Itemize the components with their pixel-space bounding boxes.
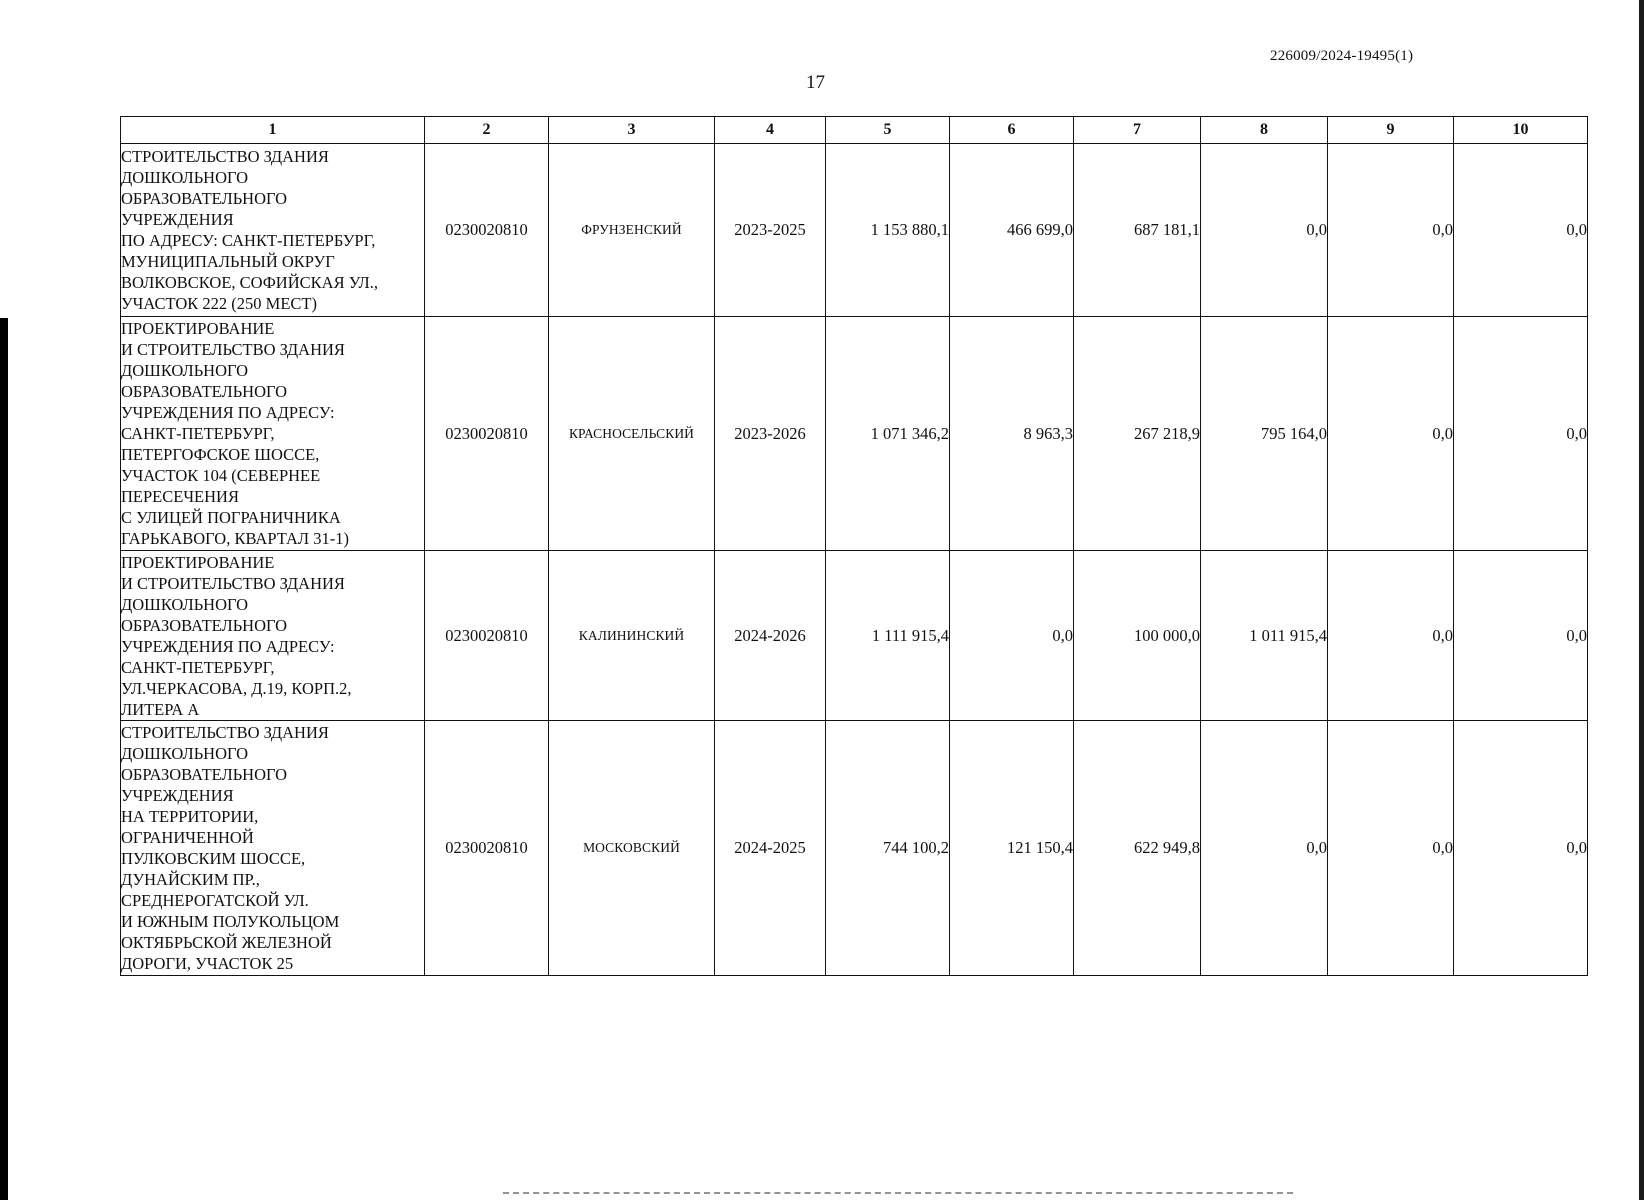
table-row [121, 144, 1588, 317]
district-cell: КАЛИНИНСКИЙ [549, 551, 715, 721]
column-header: 5 [826, 117, 950, 144]
value-cell-5: 1 153 880,1 [826, 144, 950, 317]
column-header: 7 [1074, 117, 1201, 144]
value-cell-7: 622 949,8 [1074, 721, 1201, 976]
object-name-cell: ПРОЕКТИРОВАНИЕ И СТРОИТЕЛЬСТВО ЗДАНИЯ ДОШКОЛЬНОГО ОБРАЗОВАТЕЛЬНОГО УЧРЕЖДЕНИЯ ПО АДРЕСУ: САНКТ-ПЕТЕРБУРГ, ПЕТЕРГОФСКОЕ ШОССЕ, УЧАСТОК 104 (СЕВЕРНЕЕ ПЕРЕСЕЧЕНИЯ С УЛИЦЕЙ ПОГРАНИЧНИКА ГАРЬКАВОГО, КВАРТАЛ 31-1) [121, 317, 425, 551]
table-row [121, 317, 1588, 551]
code-cell: 0230020810 [425, 144, 549, 317]
period-cell: 2023-2026 [715, 317, 826, 551]
period-cell: 2024-2025 [715, 721, 826, 976]
value-cell-5: 744 100,2 [826, 721, 950, 976]
value-cell-8: 0,0 [1201, 721, 1328, 976]
value-cell-6: 121 150,4 [950, 721, 1074, 976]
footer-scan-artifact [503, 1192, 1293, 1197]
table-row [121, 721, 1588, 976]
value-cell-10: 0,0 [1454, 551, 1588, 721]
column-header: 3 [549, 117, 715, 144]
value-cell-8: 0,0 [1201, 144, 1328, 317]
value-cell-6: 0,0 [950, 551, 1074, 721]
value-cell-7: 687 181,1 [1074, 144, 1201, 317]
value-cell-9: 0,0 [1328, 551, 1454, 721]
scan-edge-left [0, 318, 8, 1200]
column-header: 9 [1328, 117, 1454, 144]
code-cell: 0230020810 [425, 551, 549, 721]
code-cell: 0230020810 [425, 721, 549, 976]
value-cell-10: 0,0 [1454, 721, 1588, 976]
document-registration-number: 226009/2024-19495(1) [1270, 48, 1414, 64]
value-cell-5: 1 071 346,2 [826, 317, 950, 551]
value-cell-7: 267 218,9 [1074, 317, 1201, 551]
object-name-cell: ПРОЕКТИРОВАНИЕ И СТРОИТЕЛЬСТВО ЗДАНИЯ ДОШКОЛЬНОГО ОБРАЗОВАТЕЛЬНОГО УЧРЕЖДЕНИЯ ПО АДРЕСУ: САНКТ-ПЕТЕРБУРГ, УЛ.ЧЕРКАСОВА, Д.19, КОРП.2, ЛИТЕРА А [121, 551, 425, 721]
column-header: 4 [715, 117, 826, 144]
object-name-cell: СТРОИТЕЛЬСТВО ЗДАНИЯ ДОШКОЛЬНОГО ОБРАЗОВАТЕЛЬНОГО УЧРЕЖДЕНИЯ НА ТЕРРИТОРИИ, ОГРАНИЧЕННОЙ ПУЛКОВСКИМ ШОССЕ, ДУНАЙСКИМ ПР., СРЕДНЕРОГАТСКОЙ УЛ. И ЮЖНЫМ ПОЛУКОЛЬЦОМ ОКТЯБРЬСКОЙ ЖЕЛЕЗНОЙ ДОРОГИ, УЧАСТОК 25 [121, 721, 425, 976]
period-cell: 2023-2025 [715, 144, 826, 317]
value-cell-10: 0,0 [1454, 144, 1588, 317]
value-cell-9: 0,0 [1328, 144, 1454, 317]
value-cell-10: 0,0 [1454, 317, 1588, 551]
district-cell: МОСКОВСКИЙ [549, 721, 715, 976]
value-cell-6: 8 963,3 [950, 317, 1074, 551]
value-cell-7: 100 000,0 [1074, 551, 1201, 721]
value-cell-8: 1 011 915,4 [1201, 551, 1328, 721]
district-cell: ФРУНЗЕНСКИЙ [549, 144, 715, 317]
column-header: 8 [1201, 117, 1328, 144]
object-name-cell: СТРОИТЕЛЬСТВО ЗДАНИЯ ДОШКОЛЬНОГО ОБРАЗОВАТЕЛЬНОГО УЧРЕЖДЕНИЯ ПО АДРЕСУ: САНКТ-ПЕТЕРБУРГ, МУНИЦИПАЛЬНЫЙ ОКРУГ ВОЛКОВСКОЕ, СОФИЙСКАЯ УЛ., УЧАСТОК 222 (250 МЕСТ) [121, 144, 425, 317]
column-header: 1 [121, 117, 425, 144]
table-row [121, 551, 1588, 721]
column-header: 10 [1454, 117, 1588, 144]
value-cell-8: 795 164,0 [1201, 317, 1328, 551]
code-cell: 0230020810 [425, 317, 549, 551]
district-cell: КРАСНОСЕЛЬСКИЙ [549, 317, 715, 551]
header-row [121, 117, 1588, 144]
column-header: 2 [425, 117, 549, 144]
page-number: 17 [806, 72, 825, 93]
budget-table [120, 116, 1588, 976]
value-cell-9: 0,0 [1328, 317, 1454, 551]
column-header: 6 [950, 117, 1074, 144]
period-cell: 2024-2026 [715, 551, 826, 721]
value-cell-5: 1 111 915,4 [826, 551, 950, 721]
scan-edge-right [1639, 0, 1644, 1200]
value-cell-6: 466 699,0 [950, 144, 1074, 317]
value-cell-9: 0,0 [1328, 721, 1454, 976]
